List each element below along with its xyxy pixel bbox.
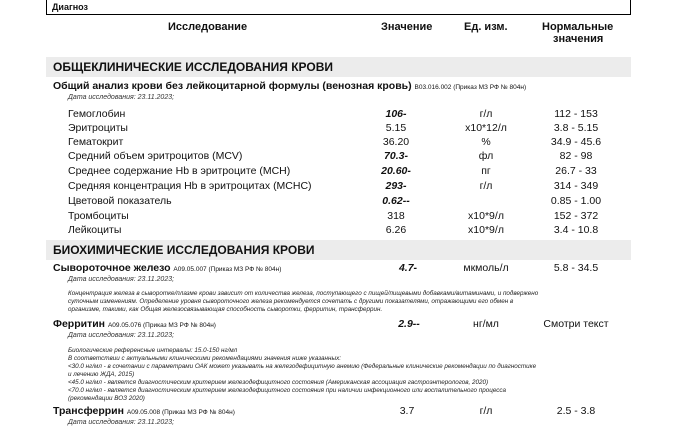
row-norm: 112 - 153 — [554, 108, 598, 120]
row-value: 6.26 — [385, 224, 407, 236]
row-value: 5.15 — [385, 122, 407, 134]
table-row — [0, 195, 682, 209]
section-biochemical — [46, 240, 631, 260]
table-row — [0, 180, 682, 194]
test-date: Дата исследования: 23.11.2023; — [68, 419, 175, 426]
table-row — [0, 150, 682, 164]
table-row — [0, 122, 682, 136]
table-row — [0, 224, 682, 238]
test-title-cbc — [53, 80, 526, 92]
column-header-value: Значение — [381, 21, 433, 33]
row-value: 36.20 — [382, 136, 410, 148]
diagnosis-box — [46, 0, 631, 15]
test-title-text: Ферритин — [53, 318, 106, 330]
test-title-text: Трансферрин — [53, 405, 124, 417]
test-title-transferrin — [53, 405, 235, 417]
test-title-text: Сывороточное железо — [53, 262, 171, 274]
section-title: БИОХИМИЧЕСКИЕ ИССЛЕДОВАНИЯ КРОВИ — [53, 243, 315, 257]
test-date: Дата исследования: 23.11.2023; — [68, 276, 175, 283]
transferrin-norm: 2.5 - 3.8 — [556, 405, 596, 417]
ferritin-unit: нг/мл — [473, 318, 499, 330]
row-name: Средняя концентрация Hb в эритроцитах (MCHC) — [68, 180, 312, 192]
iron-note-line: суточным изменениям. Определение уровня сывороточного железа рекомендуется сочетать с другими показателями, отражающими его обмен в — [68, 298, 514, 305]
row-name: Цветовой показатель — [68, 195, 172, 207]
row-unit: г/л — [479, 180, 493, 192]
row-name: Эритроциты — [68, 122, 128, 134]
row-name: Гематокрит — [68, 136, 124, 148]
section-title: ОБЩЕКЛИНИЧЕСКИЕ ИССЛЕДОВАНИЯ КРОВИ — [53, 60, 333, 74]
row-name: Лейкоциты — [68, 224, 122, 236]
row-norm: 26.7 - 33 — [555, 165, 597, 177]
iron-note-line: Концентрация железа в сыворотке/плазме крови зависит от количества железа, поступающего с пищей/пищевыми добавками/витаминами, и подвержено — [68, 290, 539, 297]
test-date: Дата исследования: 23.11.2023; — [68, 94, 175, 101]
test-date: Дата исследования: 23.11.2023; — [68, 332, 175, 339]
row-value: 293- — [385, 180, 407, 192]
ferritin-note-line: и лечению ЖДА, 2015) — [68, 371, 135, 378]
test-title-iron — [53, 262, 281, 274]
row-name: Тромбоциты — [68, 210, 129, 222]
row-norm: 3.4 - 10.8 — [553, 224, 599, 236]
ferritin-note-line: <45.0 нг/мл - является диагностическим критерием железодефицитного состояния (Американская ассоциация гастроэнтерологов, 2020) — [68, 379, 489, 386]
row-norm: 152 - 372 — [553, 210, 599, 222]
column-header-normal-2: значения — [553, 33, 604, 45]
column-header-study: Исследование — [168, 21, 248, 33]
row-value: 318 — [387, 210, 405, 222]
row-unit: фл — [478, 150, 494, 162]
table-row — [0, 108, 682, 122]
row-unit: пг — [481, 165, 491, 177]
row-unit: % — [481, 136, 491, 148]
column-header-unit: Ед. изм. — [464, 21, 508, 33]
row-value: 106- — [385, 108, 407, 120]
row-value: 0.62-- — [382, 195, 410, 207]
test-code: A09.05.008 (Приказ МЗ РФ № 804н) — [126, 409, 235, 416]
ferritin-note-line: (рекомендации ВОЗ 2020) — [68, 395, 145, 402]
table-row — [0, 210, 682, 224]
iron-note-line: организме, такими, как Общая железосвязывающая способность сыворотки, ферритин, трансферрин. — [68, 306, 383, 313]
column-header-normal-1: Нормальные — [542, 21, 614, 33]
row-unit: x10*9/л — [468, 210, 504, 222]
test-code: A09.05.076 (Приказ МЗ РФ № 804н) — [107, 322, 216, 329]
ferritin-note-line: <30.0 нг/мл - в сочетании с параметрами ОАК может указывать на железодефицитную анемию (Федеральные клинические рекомендации по диагностике — [68, 363, 537, 370]
iron-norm: 5.8 - 34.5 — [553, 262, 599, 274]
row-name: Гемоглобин — [68, 108, 126, 120]
test-title-text: Общий анализ крови без лейкоцитарной формулы (венозная кровь) — [53, 80, 412, 92]
iron-unit: мкмоль/л — [463, 262, 509, 274]
iron-value: 4.7- — [398, 262, 418, 274]
row-name: Среднее содержание Hb в эритроците (MCH) — [68, 165, 291, 177]
row-value: 20.60- — [381, 165, 411, 177]
table-row — [0, 165, 682, 179]
row-name: Средний объем эритроцитов (MCV) — [68, 150, 243, 162]
ferritin-norm: Смотри текст — [543, 318, 609, 330]
ferritin-value: 2.9-- — [398, 318, 420, 330]
test-code: A09.05.007 (Приказ МЗ РФ № 804н) — [173, 266, 282, 273]
diagnosis-label: Диагноз — [52, 2, 88, 12]
row-norm: 34.9 - 45.6 — [550, 136, 602, 148]
row-unit: г/л — [479, 108, 493, 120]
section-general-clinical — [46, 57, 631, 77]
ferritin-note-line: В соответствии с актуальными клиническими рекомендациями значения ниже указанных: — [68, 355, 342, 362]
row-norm: 314 - 349 — [553, 180, 599, 192]
test-title-ferritin — [53, 318, 216, 330]
transferrin-unit: г/л — [479, 405, 493, 417]
row-value: 70.3- — [384, 150, 408, 162]
row-unit: x10*9/л — [468, 224, 504, 236]
row-norm: 82 - 98 — [559, 150, 593, 162]
row-unit: x10*12/л — [465, 122, 507, 134]
transferrin-value: 3.7 — [399, 405, 415, 417]
table-row — [0, 136, 682, 150]
row-norm: 3.8 - 5.15 — [553, 122, 599, 134]
test-code: B03.016.002 (Приказ МЗ РФ № 804н) — [414, 84, 527, 91]
ferritin-note-line: <70.0 нг/мл - является диагностическим критерием железодефицитного состояния при наличии инфекционного или воспалительного процесса — [68, 387, 507, 394]
ferritin-note-line: Биологические референсные интервалы: 15.0-150 нг/мл — [68, 347, 238, 354]
row-norm: 0.85 - 1.00 — [550, 195, 602, 207]
